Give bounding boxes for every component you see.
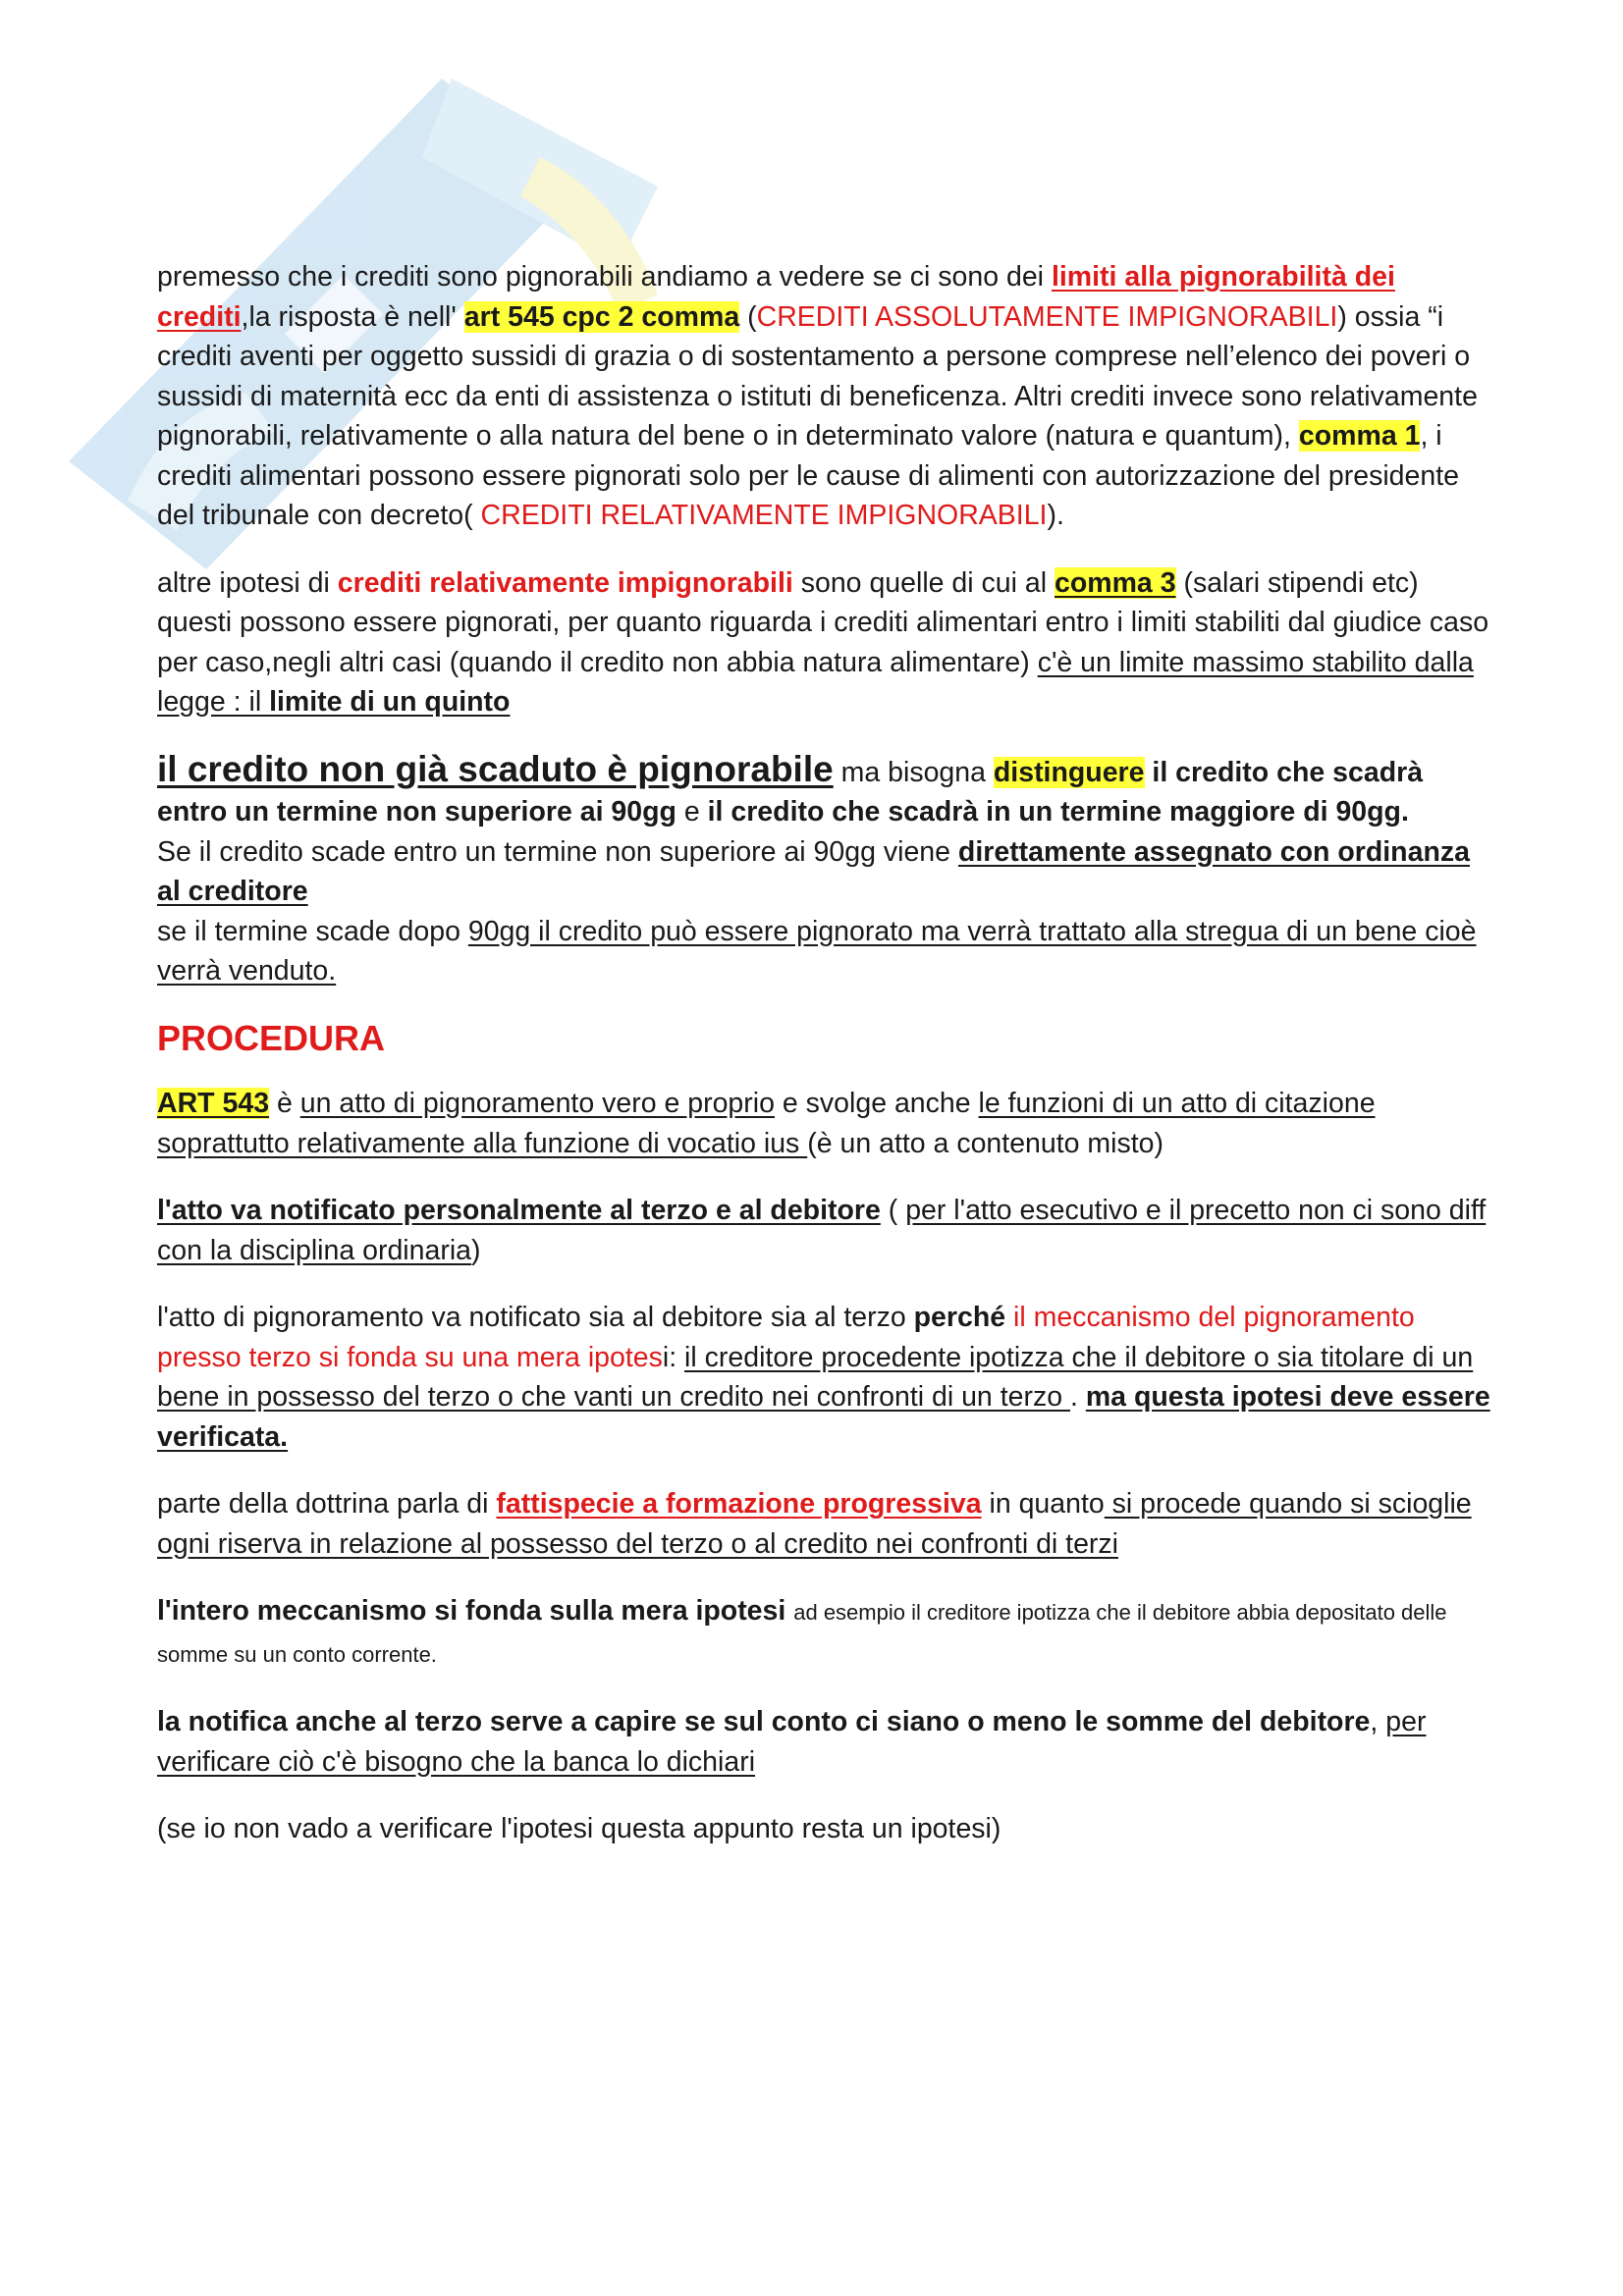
paragraph-meccanismo: l'atto di pignoramento va notificato sia al debitore sia al terzo perché il meccanismo del pignoramento presso terzo si fonda su una mera ipotesi: il creditore procedente ipotizza che il debitore o sia titolare di un bene in possesso del terzo o che vanti un credito nei confronti di un terzo . ma questa ipotesi deve essere verificata. <box>157 1302 1490 1453</box>
link-limiti-pignorabilita: limiti alla pignorabilità dei crediti <box>157 261 1395 333</box>
paragraph-crediti-impignorabili: premesso che i crediti sono pignorabili andiamo a vedere se ci sono dei limiti alla pignorabilità dei crediti,la risposta è nell' art 545 cpc 2 comma (CREDITI ASSOLUTAMENTE IMPIGNORABILI) ossia “i crediti aventi per oggetto sussidi di grazia o di sostentamento a persone comprese nell’elenco dei poveri o sussidi di maternità ecc da enti di assistenza o istituti di beneficenza. Altri crediti invece sono relativamente pignorabili, relativamente o alla natura del bene o in determinato valore (natura e quantum), comma 1, i crediti alimentari possono essere pignorati solo per le cause di alimenti con autorizzazione del presidente del tribunale con decreto( CREDITI RELATIVAMENTE IMPIGNORABILI). <box>157 261 1478 531</box>
paragraph-altre-ipotesi: altre ipotesi di crediti relativamente impignorabili sono quelle di cui al comma 3 (salari stipendi etc) questi possono essere pignorati, per quanto riguarda i crediti alimentari entro i limiti stabiliti dal giudice caso per caso,negli altri casi (quando il credito non abbia natura alimentare) c'è un limite massimo stabilito dalla legge : il limite di un quinto <box>157 566 1489 718</box>
highlight-comma-1: comma 1 <box>1298 420 1421 452</box>
paragraph-art-543: ART 543 è un atto di pignoramento vero e proprio e svolge anche le funzioni di un atto di citazione soprattutto relativamente alla funzione di vocatio ius (è un atto a contenuto misto) <box>157 1088 1376 1159</box>
highlight-distinguere: distinguere <box>993 756 1145 788</box>
paragraph-credito-non-scaduto: il credito non già scaduto è pignorabile ma bisogna distinguere il credito che scadrà entro un termine non superiore ai 90gg e il credito che scadrà in un termine maggiore di 90gg. Se il credito scade entro un termine non superiore ai 90gg viene direttamente assegnato con ordinanza al creditore se il termine scade dopo 90gg il credito può essere pignorato ma verrà trattato alla stregua di un bene cioè verrà venduto. <box>157 748 1477 987</box>
highlight-art-545: art 545 cpc 2 comma <box>463 300 740 333</box>
paragraph-conclusione: (se io non vado a verificare l'ipotesi questa appunto resta un ipotesi) <box>157 1813 1001 1844</box>
emphasis-credito-non-scaduto: il credito non già scaduto è pignorabile <box>157 748 834 789</box>
section-heading-procedura: PROCEDURA <box>157 1017 386 1058</box>
paragraph-dottrina: parte della dottrina parla di fattispecie a formazione progressiva in quanto si procede quando si scioglie ogni riserva in relazione al possesso del terzo o al credito nei confronti di terzi <box>157 1488 1472 1560</box>
paragraph-notifica-terzo: la notifica anche al terzo serve a capire se sul conto ci siano o meno le somme del debitore, per verificare ciò c'è bisogno che la banca lo dichiari <box>157 1706 1427 1778</box>
highlight-art-543: ART 543 <box>157 1088 270 1119</box>
paragraph-mera-ipotesi: l'intero meccanismo si fonda sulla mera ipotesi ad esempio il creditore ipotizza che il debitore abbia depositato delle somme su un conto corrente. <box>157 1595 1447 1667</box>
document-body <box>157 257 1494 1877</box>
paragraph-notifica-personale: l'atto va notificato personalmente al terzo e al debitore ( per l'atto esecutivo e il precetto non ci sono diff con la disciplina ordinaria) <box>157 1195 1487 1266</box>
highlight-comma-3: comma 3 <box>1054 566 1176 599</box>
